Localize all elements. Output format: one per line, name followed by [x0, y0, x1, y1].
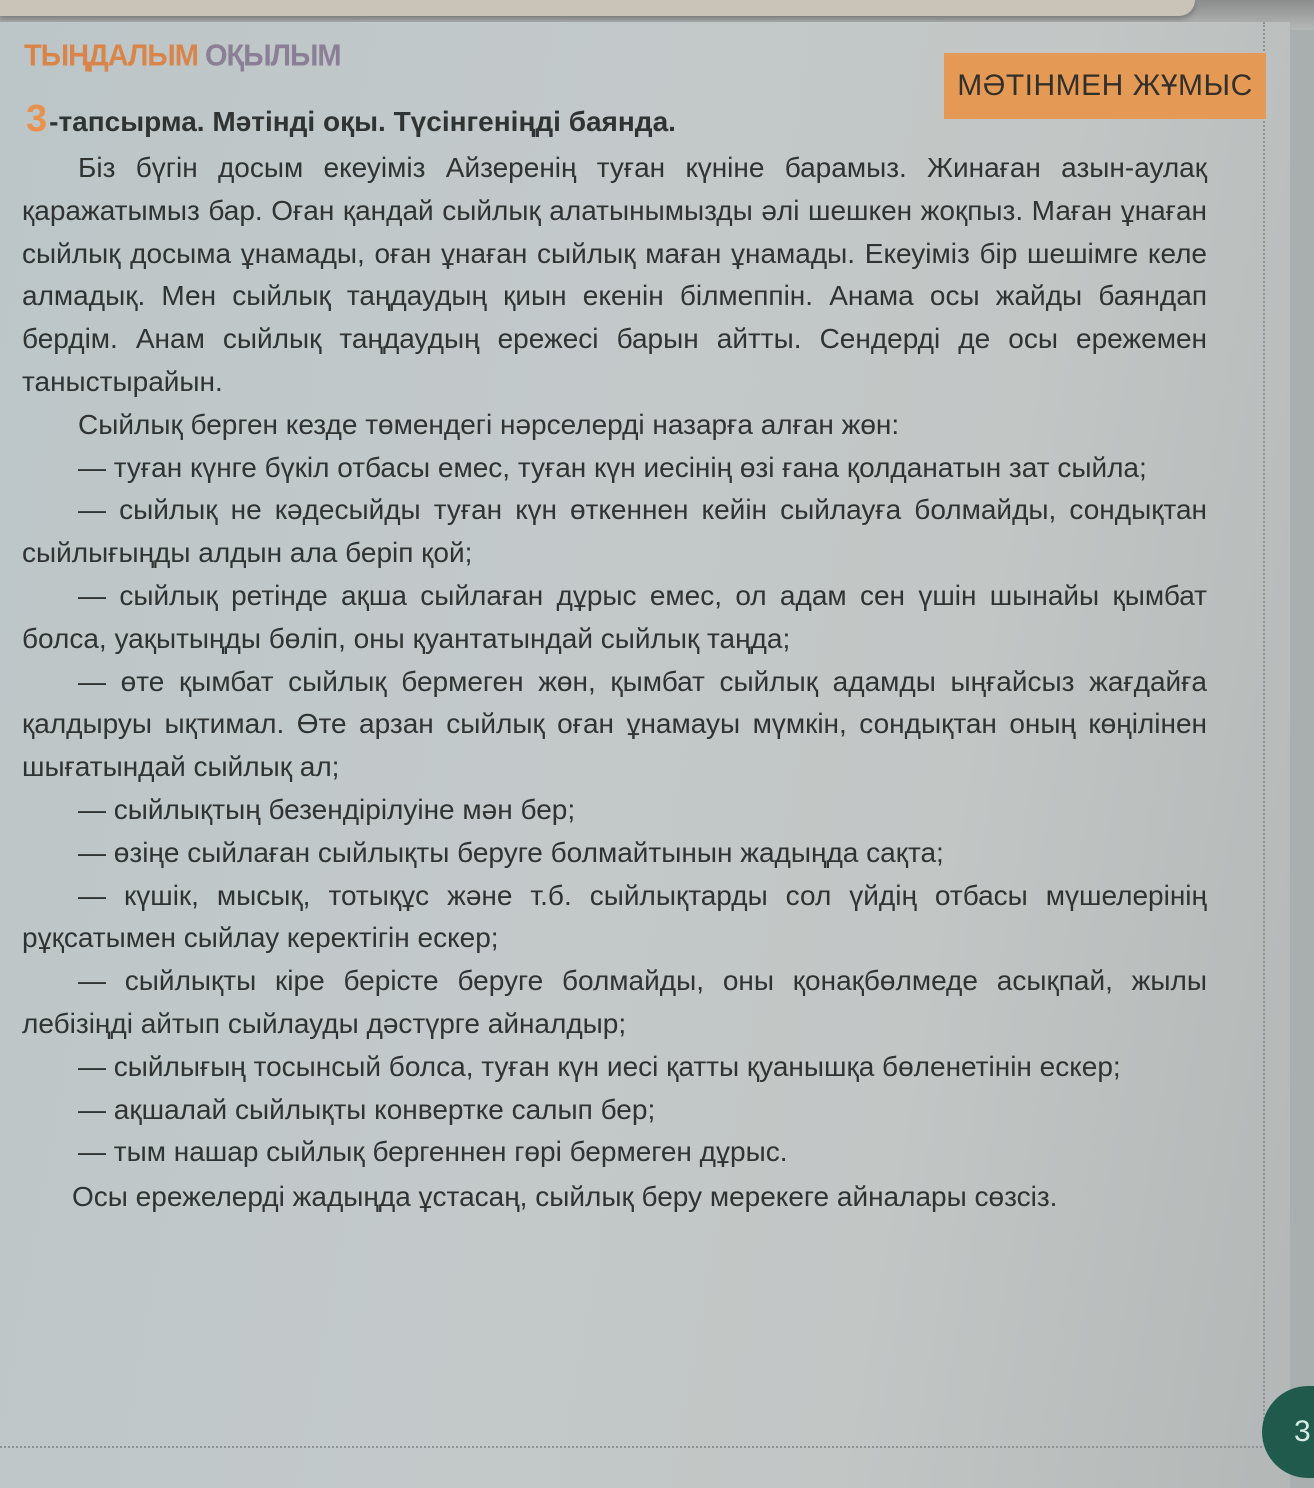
intro-paragraph: Біз бүгін досым екеуіміз Айзеренің туған күніне барамыз. Жинаған азын-аулақ қаражатымыз бар. Оған қандай сыйлық алатынымызды әлі шешкен жоқпыз. Маған ұнаған сыйлық досыма ұнамады, оған ұнаған сыйлық маған ұнамады. Екеуіміз бір шешімге келе алмадық. Мен сыйлық таңдаудың қиын екенін білмеппін. Анама осы жайды баяндап бердім. Анам сыйлық таңдаудың ережесі барын айтты. Сендерді де осы ережемен таныстырайын.: [22, 152, 1207, 397]
section-header: [24, 39, 341, 74]
rule-item: — сыйлық ретінде ақша сыйлаған дұрыс емес, ол адам сен үшін шынайы қымбат болса, уақытыңды бөліп, оны қуантатындай сыйлық таңда;: [22, 579, 1207, 654]
rule-item: — ақшалай сыйлықты конвертке салып бер;: [78, 1093, 656, 1125]
conclusion-paragraph: Осы ережелерді жадыңда ұстасаң, сыйлық беру мерекеге айналары сөзсіз.: [72, 1181, 1058, 1213]
page-fold-edge: [0, 0, 1195, 16]
page-margin-dots: [1263, 22, 1266, 1442]
rule-item: — күшік, мысық, тотықұс және т.б. сыйлықтарды сол үйдің отбасы мүшелерінің рұқсатымен сыйлау керектігін ескер;: [22, 879, 1207, 954]
reading-text: [22, 147, 1207, 1219]
rule-item: — өзіңе сыйлаған сыйлықты беруге болмайтынын жадыңда сақта;: [78, 836, 944, 868]
rule-item: — өте қымбат сыйлық бермеген жөн, қымбат сыйлық адамды ыңғайсыз жағдайға қалдыруы ықтимал. Өте арзан сыйлық оған ұнамауы мүмкін, сондықтан оның көңілінен шығатындай сыйлық ал;: [22, 665, 1207, 783]
text-work-badge: МӘТІНМЕН ЖҰМЫС: [944, 53, 1266, 119]
section-header-reading: ОҚЫЛЫМ: [204, 39, 341, 73]
rule-item: — тым нашар сыйлық бергеннен гөрі бермеген дұрыс.: [78, 1136, 788, 1168]
section-header-listening: ТЫҢДАЛЫМ: [24, 39, 198, 73]
rule-item: — сыйлықты кіре берісте беруге болмайды, оны қонақбөлмеде асықпай, жылы лебізіңді айтып сыйлауды дәстүрге айналдыр;: [22, 965, 1207, 1039]
rule-item: — сыйлық не кәдесыйды туған күн өткеннен кейін сыйлауға болмайды, сондықтан сыйлығыңды алдын ала беріп қой;: [22, 494, 1207, 569]
bottom-dotted-rule: [0, 1446, 1262, 1448]
rule-item: — сыйлығың тосынсый болса, туған күн иесі қатты қуанышқа бөленетінін ескер;: [78, 1050, 1121, 1082]
task-number: 3: [26, 98, 48, 140]
page-number: 3: [1262, 1386, 1314, 1478]
task-instruction: Мәтінді оқы. Түсінгеніңді баянда.: [212, 106, 676, 137]
rule-item: — сыйлықтың безендірілуіне мән бер;: [78, 793, 576, 825]
task-heading: [26, 98, 676, 141]
rules-intro: Сыйлық берген кезде төмендегі нәрселерді назарға алған жөн:: [78, 408, 900, 440]
rule-item: — туған күнге бүкіл отбасы емес, туған күн иесінің өзі ғана қолданатын зат сыйла;: [78, 451, 1147, 483]
task-label: -тапсырма.: [49, 106, 205, 137]
